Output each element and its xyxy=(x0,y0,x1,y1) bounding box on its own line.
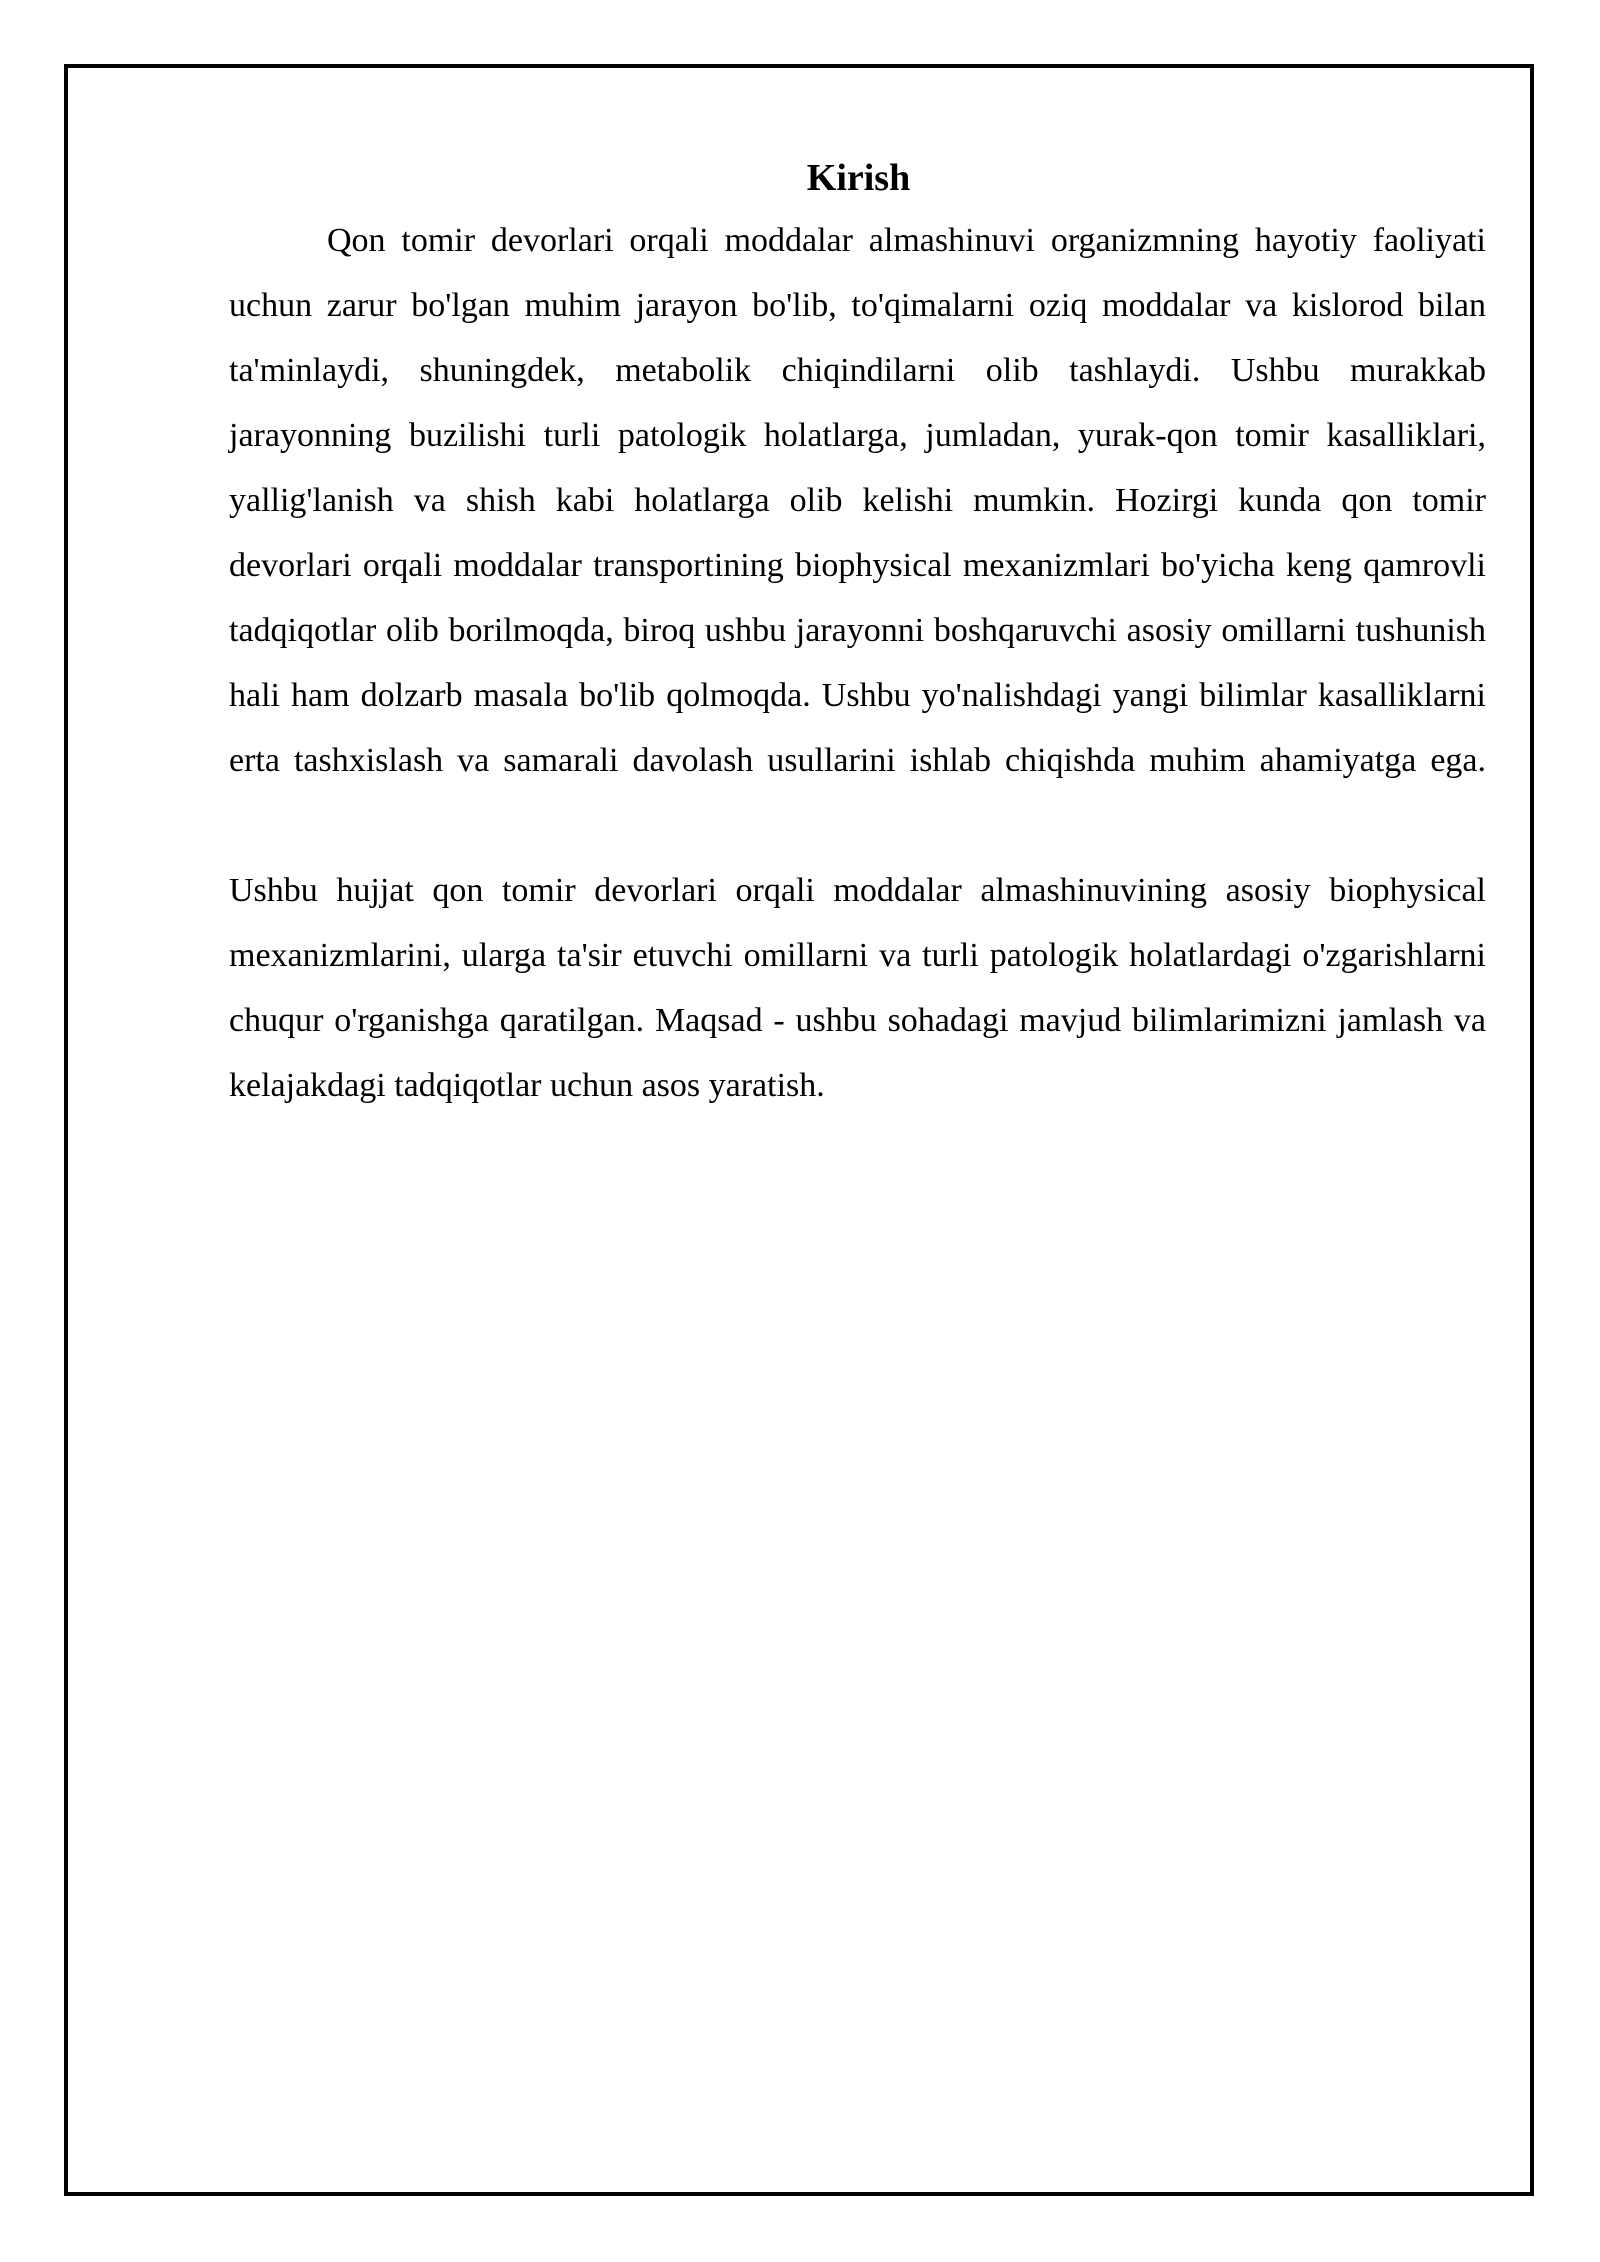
document-body xyxy=(229,148,1486,1118)
document-title: Kirish xyxy=(806,157,911,199)
paragraph-intro: Qon tomir devorlari orqali moddalar almashinuvi organizmning hayotiy faoliyati uchun zarur bo'lgan muhim jarayon bo'lib, to'qimalarni oziq moddalar va kislorod bilan ta'minlaydi, shuningdek, metabolik chiqindilarni olib tashlaydi. Ushbu murakkab jarayonning buzilishi turli patologik holatlarga, jumladan, yurak-qon tomir kasalliklari, yallig'lanish va shish kabi holatlarga olib kelishi mumkin. Hozirgi kunda qon tomir devorlari orqali moddalar transportining biophysical mexanizmlari bo'yicha keng qamrovli tadqiqotlar olib borilmoqda, biroq ushbu jarayonni boshqaruvchi asosiy omillarni tushunish hali ham dolzarb masala bo'lib qolmoqda. Ushbu yo'nalishdagi yangi bilimlar kasalliklarni erta tashxislash va samarali davolash usullarini ishlab chiqishda muhim ahamiyatga ega. xyxy=(229,222,1486,779)
paragraph-purpose: Ushbu hujjat qon tomir devorlari orqali moddalar almashinuvining asosiy biophysical mexanizmlarini, ularga ta'sir etuvchi omillarni va turli patologik holatlardagi o'zgarishlarni chuqur o'rganishga qaratilgan. Maqsad - ushbu sohadagi mavjud bilimlarimizni jamlash va kelajakdagi tadqiqotlar uchun asos yaratish. xyxy=(229,872,1486,1104)
paragraph-spacer xyxy=(229,793,1486,858)
